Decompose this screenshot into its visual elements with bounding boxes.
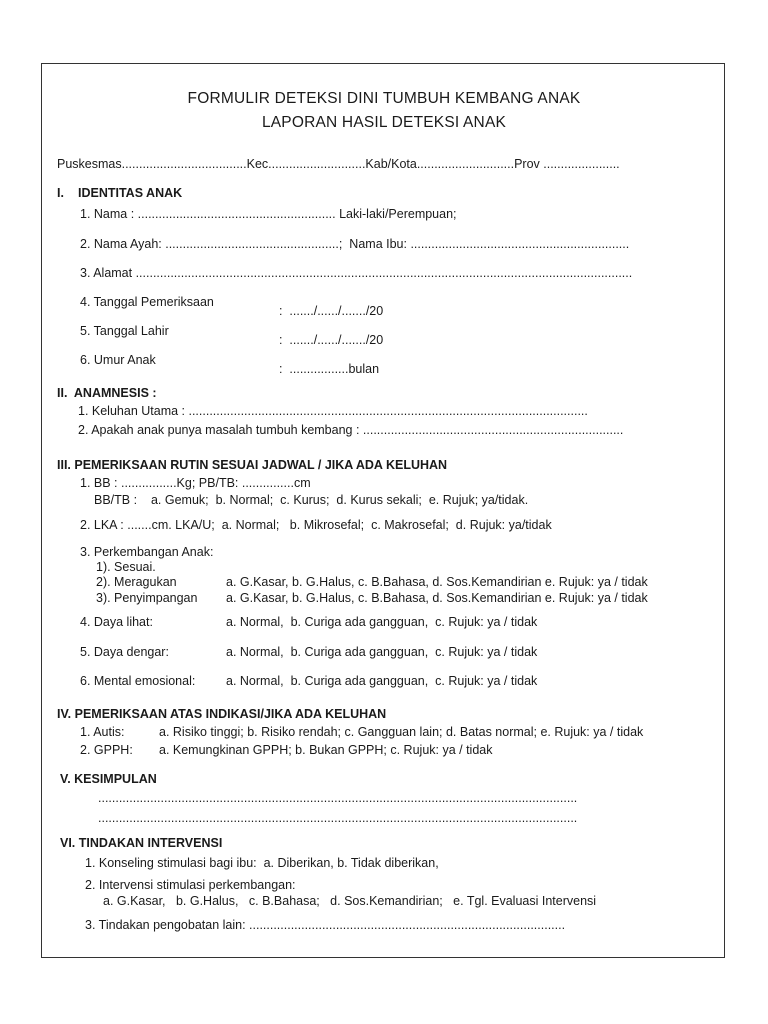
identity-name-field: 1. Nama : ......................................................... Laki-laki/Perempuan; xyxy=(80,207,457,221)
section-2-heading: II. ANAMNESIS : xyxy=(57,386,157,400)
identity-parents-field: 2. Nama Ayah: ..................................................; Nama Ibu: ............................................................... xyxy=(80,237,630,251)
development-doubtful-options: a. G.Kasar, b. G.Halus, c. B.Bahasa, d. Sos.Kemandirian e. Rujuk: ya / tidak xyxy=(226,575,648,589)
emotional-options: a. Normal, b. Curiga ada gangguan, c. Rujuk: ya / tidak xyxy=(226,674,538,688)
development-normal: 1). Sesuai. xyxy=(96,560,156,574)
development-deviation-label: 3). Penyimpangan xyxy=(96,591,198,605)
section-3-heading: III. PEMERIKSAAN RUTIN SESUAI JADWAL / JIKA ADA KELUHAN xyxy=(57,458,448,472)
section-1-number: I. xyxy=(57,186,64,200)
vision-label: 4. Daya lihat: xyxy=(80,615,153,629)
section-1-heading: IDENTITAS ANAK xyxy=(78,186,183,200)
autism-options: a. Risiko tinggi; b. Risiko rendah; c. Gangguan lain; d. Batas normal; e. Rujuk: ya / tidak xyxy=(159,725,644,739)
exam-date-value: : ......./....../......./20 xyxy=(279,304,384,318)
main-complaint-field: 1. Keluhan Utama : ................................................................................................................... xyxy=(78,404,588,418)
birth-date-value: : ......./....../......./20 xyxy=(279,333,384,347)
gpph-options: a. Kemungkinan GPPH; b. Bukan GPPH; c. Rujuk: ya / tidak xyxy=(159,743,493,757)
head-circumference-field: 2. LKA : .......cm. LKA/U; a. Normal; b. Mikrosefal; c. Makrosefal; d. Rujuk: ya/tidak xyxy=(80,518,552,532)
age-label: 6. Umur Anak xyxy=(80,353,156,367)
birth-date-label: 5. Tanggal Lahir xyxy=(80,324,169,338)
hearing-options: a. Normal, b. Curiga ada gangguan, c. Rujuk: ya / tidak xyxy=(226,645,538,659)
location-line: Puskesmas....................................Kec............................Kab/Kota............................Prov ...................... xyxy=(57,157,620,171)
form-title: FORMULIR DETEKSI DINI TUMBUH KEMBANG ANAK xyxy=(187,90,581,107)
emotional-label: 6. Mental emosional: xyxy=(80,674,196,688)
development-deviation-options: a. G.Kasar, b. G.Halus, c. B.Bahasa, d. Sos.Kemandirian e. Rujuk: ya / tidak xyxy=(226,591,648,605)
conclusion-line-2: .......................................................................................................................................... xyxy=(98,811,578,825)
development-doubtful-label: 2). Meragukan xyxy=(96,575,177,589)
growth-problem-field: 2. Apakah anak punya masalah tumbuh kembang : ........................................................................... xyxy=(78,423,624,437)
gpph-label: 2. GPPH: xyxy=(80,743,133,757)
weight-height-field: 1. BB : ................Kg; PB/TB: ...............cm xyxy=(80,476,311,490)
conclusion-line-1: .......................................................................................................................................... xyxy=(98,791,578,805)
stimulation-label: 2. Intervensi stimulasi perkembangan: xyxy=(85,878,296,892)
vision-options: a. Normal, b. Curiga ada gangguan, c. Rujuk: ya / tidak xyxy=(226,615,538,629)
other-treatment-field: 3. Tindakan pengobatan lain: ........................................................................................... xyxy=(85,918,566,932)
stimulation-options: a. G.Kasar, b. G.Halus, c. B.Bahasa; d. Sos.Kemandirian; e. Tgl. Evaluasi Intervensi xyxy=(103,894,597,908)
counseling-field: 1. Konseling stimulasi bagi ibu: a. Diberikan, b. Tidak diberikan, xyxy=(85,856,439,870)
hearing-label: 5. Daya dengar: xyxy=(80,645,169,659)
development-label: 3. Perkembangan Anak: xyxy=(80,545,214,559)
bbtb-options: BB/TB : a. Gemuk; b. Normal; c. Kurus; d. Kurus sekali; e. Rujuk; ya/tidak. xyxy=(94,493,529,507)
section-4-heading: IV. PEMERIKSAAN ATAS INDIKASI/JIKA ADA KELUHAN xyxy=(57,707,387,721)
section-5-heading: V. KESIMPULAN xyxy=(60,772,157,786)
section-6-heading: VI. TINDAKAN INTERVENSI xyxy=(60,836,223,850)
autism-label: 1. Autis: xyxy=(80,725,125,739)
age-value: : .................bulan xyxy=(279,362,380,376)
identity-address-field: 3. Alamat ............................................................................................................................................... xyxy=(80,266,633,280)
form-subtitle: LAPORAN HASIL DETEKSI ANAK xyxy=(261,114,507,131)
exam-date-label: 4. Tanggal Pemeriksaan xyxy=(80,295,214,309)
